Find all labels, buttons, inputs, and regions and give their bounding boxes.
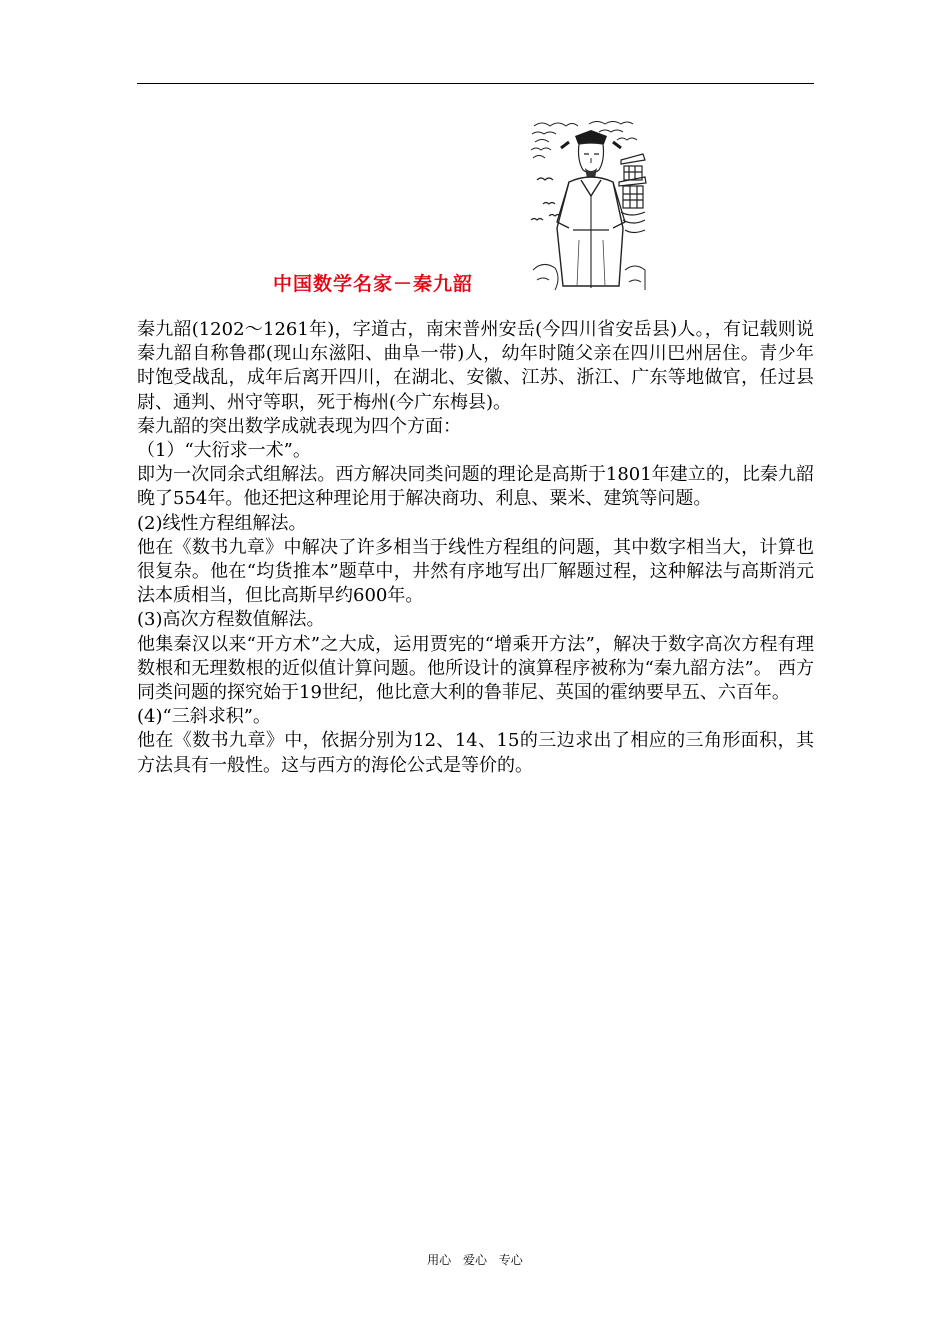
- paragraph-sanxie-qiuji: 他在《数书九章》中，依据分别为12、14、15的三边求出了相应的三角形面积，其方法具有一般性。这与西方的海伦公式是等价的。: [137, 730, 814, 776]
- header-rule: [137, 83, 814, 84]
- portrait-of-qin-jiushao-icon: [529, 120, 647, 292]
- heading-sanxie-qiuji: (4)“三斜求积”。: [137, 706, 271, 728]
- page-title: 中国数学名家－秦九韶: [273, 273, 474, 295]
- article-body: [137, 318, 814, 778]
- heading-higher-order-equations: (3)高次方程数值解法。: [137, 609, 325, 631]
- paragraph-dayan-qiuyi: 即为一次同余式组解法。西方解决同类问题的理论是高斯于1801年建立的，比秦九韶晚了554年。他还把这种理论用于解决商功、利息、粟米、建筑等问题。: [137, 464, 814, 510]
- page-footer: 用心 爱心 专心: [427, 1253, 523, 1267]
- paragraph-biography: 秦九韶(1202～1261年)，字道古，南宋普州安岳(今四川省安岳县)人。，有记载则说秦九韶自称鲁郡(现山东滋阳、曲阜一带)人，幼年时随父亲在四川巴州居住。青少年时饱受战乱，成年后离开四川，在湖北、安徽、江苏、浙江、广东等地做官，任过县尉、通判、州守等职，死于梅州(今广东梅县)。: [137, 319, 814, 413]
- paragraph-achievements-intro: 秦九韶的突出数学成就表现为四个方面：: [137, 415, 461, 437]
- heading-dayan-qiuyi: （1）“大衍求一术”。: [137, 440, 311, 462]
- paragraph-higher-order-equations: 他集秦汉以来“开方术”之大成，运用贾宪的“增乘开方法”，解决于数字高次方程有理数根和无理数根的近似值计算问题。他所设计的演算程序被称为“秦九韶方法”。 西方同类问题的探究始于19世纪，他比意大利的鲁菲尼、英国的霍纳要早五、六百年。: [137, 633, 814, 704]
- paragraph-linear-equations: 他在《数书九章》中解决了许多相当于线性方程组的问题，其中数字相当大，计算也很复杂。他在“均货推本”题草中，井然有序地写出厂解题过程，这种解法与高斯消元法本质相当，但比高斯早约600年。: [137, 536, 814, 607]
- heading-linear-equations: (2)线性方程组解法。: [137, 512, 307, 534]
